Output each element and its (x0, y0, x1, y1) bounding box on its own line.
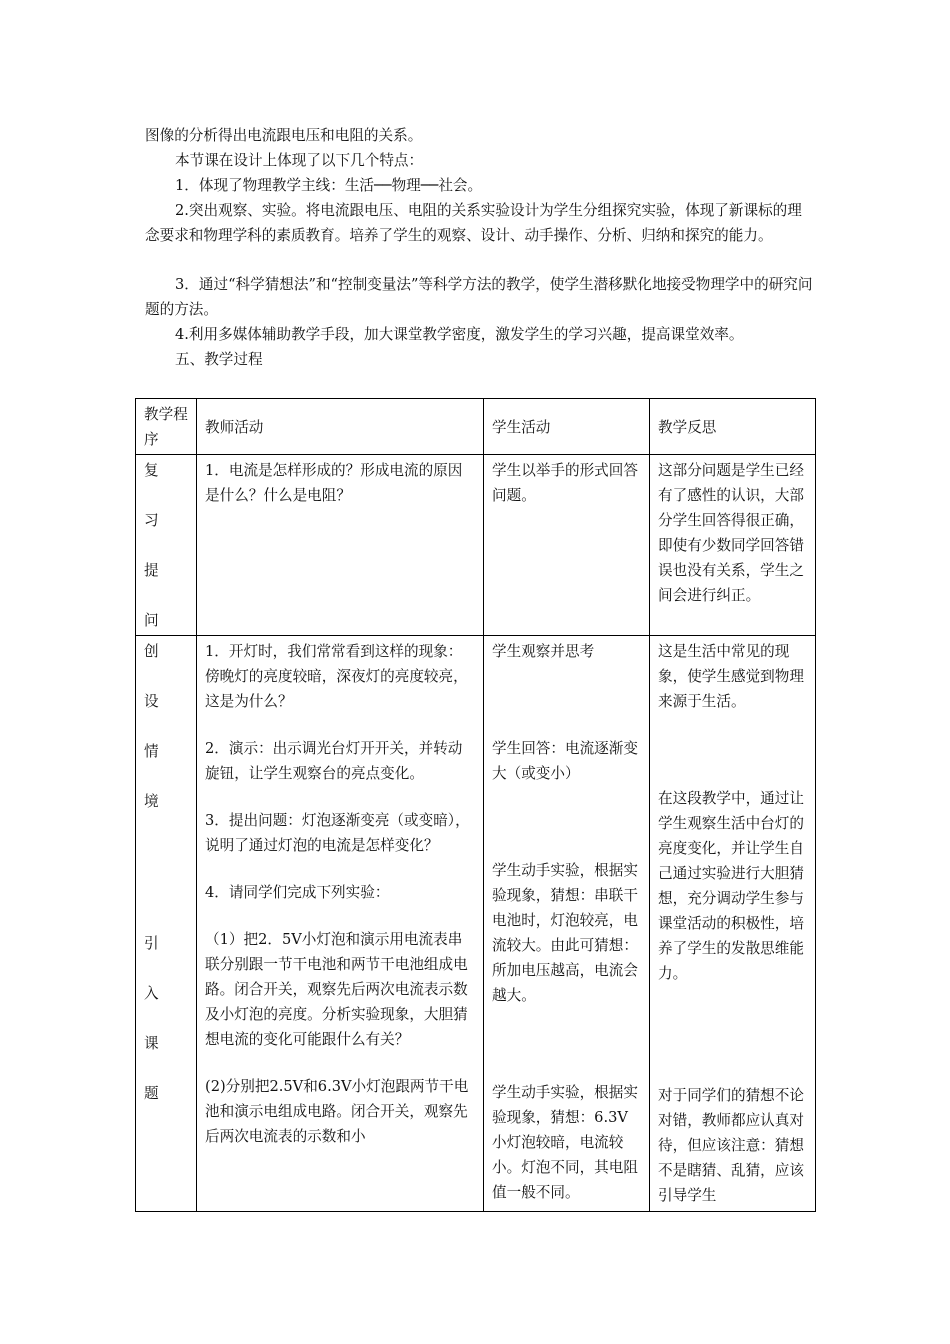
teacher-step-3: 3．提出问题：灯泡逐渐变亮（或变暗），说明了通过灯泡的电流是怎样变化？ (205, 812, 470, 854)
student-step-3: 学生动手实验，根据实验现象，猜想：串联干电池时，灯泡较亮，电流较大。由此可猜想：所加电压越高，电流会越大。 (492, 862, 638, 1004)
seq-char: 入 (144, 985, 159, 1002)
seq-char: 问 (144, 612, 159, 629)
teacher-step-6: (2)分别把2.5V和6.3V小灯泡跟两节干电池和演示电组成电路。闭合开关，观察先后两次电流表的示数和小 (205, 1078, 469, 1145)
student-step-2: 学生回答：电流逐渐变大（或变小） (492, 740, 638, 782)
intro-line-0: 图像的分析得出电流跟电压和电阻的关系。 (145, 127, 423, 144)
intro-line-4: 3．通过“科学猜想法”和“控制变量法”等科学方法的教学，使学生潜移默化地接受物理学中的研究问题的方法。 (145, 276, 813, 318)
teacher-step-4: 4．请同学们完成下列实验： (205, 884, 390, 901)
intro-line-6: 五、教学过程 (175, 351, 263, 368)
header-student: 学生活动 (484, 399, 650, 455)
header-teacher: 教师活动 (197, 399, 484, 455)
seq-char: 境 (144, 793, 159, 810)
row1-seq (136, 455, 197, 636)
seq-char: 课 (144, 1035, 159, 1052)
row2-teacher (197, 636, 484, 1212)
row2-student (484, 636, 650, 1212)
header-seq: 教学程序 (136, 399, 197, 455)
row2-reflect (650, 636, 816, 1212)
reflect-note-1: 这是生活中常见的现象，使学生感觉到物理来源于生活。 (658, 643, 804, 710)
table-row (136, 455, 816, 636)
table-row (136, 636, 816, 1212)
row1-student: 学生以举手的形式回答问题。 (484, 455, 650, 636)
teaching-process-table (135, 398, 816, 1212)
row2-seq (136, 636, 197, 1212)
seq-char: 习 (144, 512, 159, 529)
seq-char: 引 (144, 935, 159, 952)
reflect-note-3: 对于同学们的猜想不论对错，教师都应认真对待，但应该注意：猜想不是瞎猜、乱猜，应该引导学生 (658, 1087, 804, 1204)
teacher-step-1: 1．开灯时，我们常常看到这样的现象：傍晚灯的亮度较暗，深夜灯的亮度较亮，这是为什么？ (205, 643, 468, 710)
table-header-row (136, 399, 816, 455)
seq-char: 情 (144, 743, 159, 760)
seq-char: 设 (144, 693, 159, 710)
teacher-step-2: 2．演示：出示调光台灯开开关，并转动旋钮，让学生观察台的亮点变化。 (205, 740, 463, 782)
student-step-4: 学生动手实验，根据实验现象，猜想：6.3V小灯泡较暗，电流较小。灯泡不同，其电阻值一般不同。 (492, 1084, 638, 1201)
intro-line-3: 2.突出观察、实验。将电流跟电压、电阻的关系实验设计为学生分组探究实验，体现了新课标的理念要求和物理学科的素质教育。培养了学生的观察、设计、动手操作、分析、归纳和探究的能力。 (145, 202, 802, 244)
student-step-1: 学生观察并思考 (492, 643, 595, 660)
row1-reflect: 这部分问题是学生已经有了感性的认识，大部分学生回答得很正确，即使有少数同学回答错误也没有关系，学生之间会进行纠正。 (650, 455, 816, 636)
seq-char: 创 (144, 643, 159, 660)
teacher-step-5: （1）把2．5V小灯泡和演示用电流表串联分别跟一节干电池和两节干电池组成电路。闭合开关，观察先后两次电流表示数及小灯泡的亮度。分析实验现象，大胆猜想电流的变化可能跟什么有关？ (205, 931, 468, 1048)
reflect-note-2: 在这段教学中，通过让学生观察生活中台灯的亮度变化，并让学生自己通过实验进行大胆猜想，充分调动学生参与课堂活动的积极性，培养了学生的发散思维能力。 (658, 790, 804, 982)
seq-char: 题 (144, 1085, 159, 1102)
intro-line-2: 1．体现了物理教学主线：生活──物理──社会。 (175, 177, 483, 194)
header-reflect: 教学反思 (650, 399, 816, 455)
seq-char: 复 (144, 462, 159, 479)
row1-teacher: 1．电流是怎样形成的？形成电流的原因是什么？什么是电阻？ (197, 455, 484, 636)
intro-line-5: 4.利用多媒体辅助教学手段，加大课堂教学密度，激发学生的学习兴趣，提高课堂效率。 (175, 326, 744, 343)
seq-char: 提 (144, 562, 159, 579)
intro-line-1: 本节课在设计上体现了以下几个特点： (175, 152, 424, 169)
